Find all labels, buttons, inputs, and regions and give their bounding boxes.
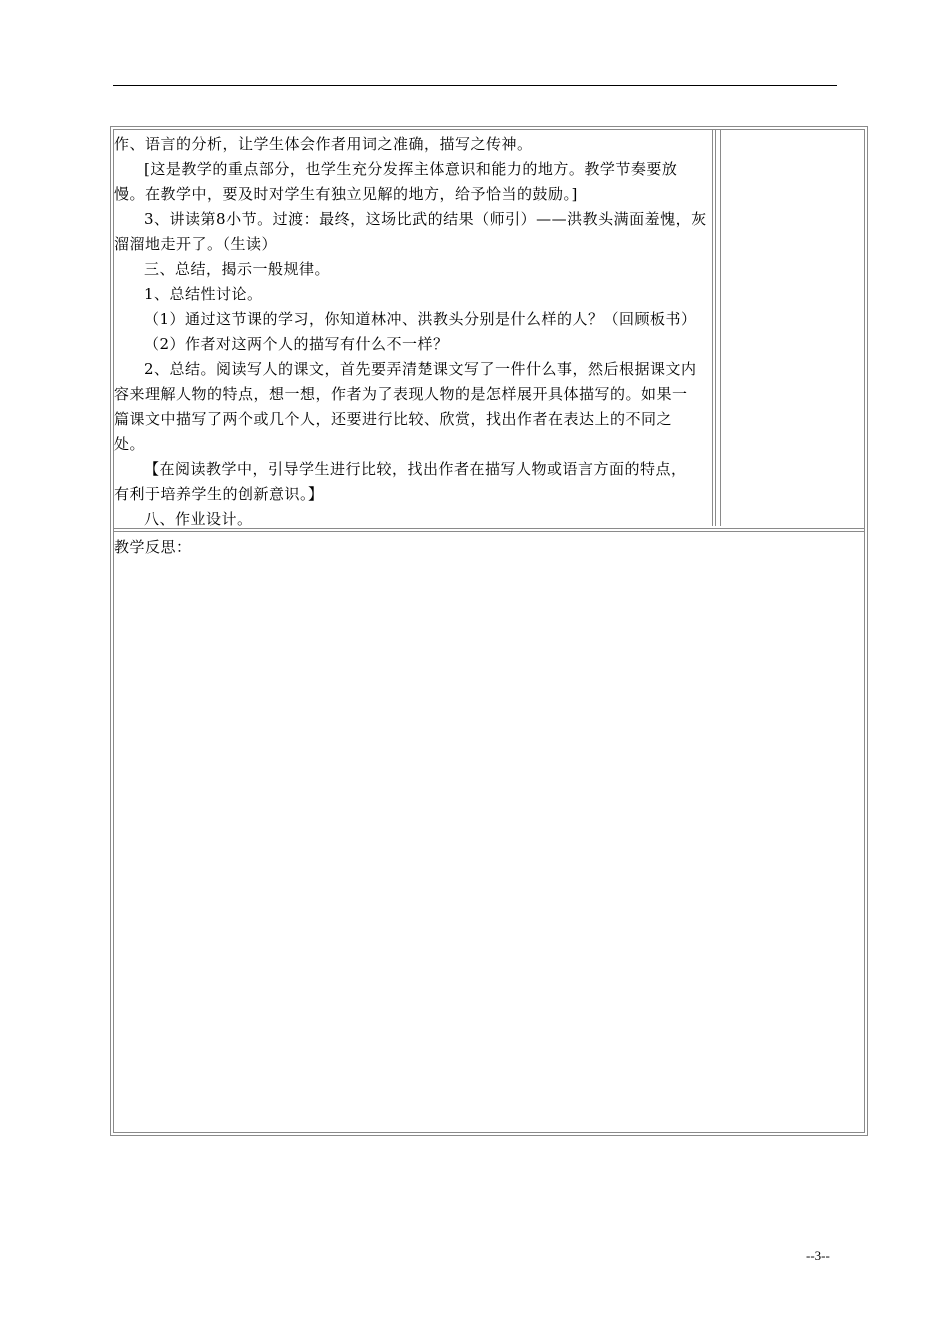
lesson-line: 1、总结性讨论。 <box>144 285 263 303</box>
table-inner-border <box>113 129 865 1133</box>
lesson-line: 【在阅读教学中，引导学生进行比较，找出作者在描写人物或语言方面的特点， <box>144 460 687 478</box>
notes-cell <box>720 130 864 526</box>
page-number: --3-- <box>806 1248 830 1263</box>
lesson-content-row <box>114 130 864 528</box>
lesson-line: （2）作者对这两个人的描写有什么不一样？ <box>144 335 449 353</box>
header-rule <box>113 85 837 86</box>
reflection-label: 教学反思： <box>114 538 192 556</box>
lesson-line: （1）通过这节课的学习，你知道林冲、洪教头分别是什么样的人？（回顾板书） <box>144 310 697 328</box>
lesson-line: [这是教学的重点部分，也学生充分发挥主体意识和能力的地方。教学节奏要放 <box>144 160 678 178</box>
lesson-line: 慢。在教学中，要及时对学生有独立见解的地方，给予恰当的鼓励。] <box>114 185 578 203</box>
lesson-line: 八、作业设计。 <box>144 510 253 528</box>
lesson-line: 处。 <box>114 435 146 453</box>
lesson-content-cell <box>114 130 716 526</box>
lesson-text <box>114 132 717 532</box>
lesson-line: 容来理解人物的特点，想一想，作者为了表现人物的是怎样展开具体描写的。如果一 <box>114 385 688 403</box>
lesson-line: 篇课文中描写了两个或几个人，还要进行比较、欣赏，找出作者在表达上的不同之 <box>114 410 673 428</box>
lesson-line: 3、讲读第8小节。过渡：最终，这场比武的结果（师引）——洪教头满面羞愧，灰 <box>144 210 707 228</box>
lesson-line: 溜溜地走开了。（生读） <box>114 235 278 253</box>
lesson-line: 作、语言的分析，让学生体会作者用词之准确，描写之传神。 <box>114 135 533 153</box>
lesson-plan-table <box>110 126 868 1136</box>
row-divider <box>114 528 864 532</box>
lesson-line: 有利于培养学生的创新意识。】 <box>114 485 324 503</box>
lesson-line: 2、总结。阅读写人的课文，首先要弄清楚课文写了一件什么事，然后根据课文内 <box>144 360 697 378</box>
lesson-line: 三、总结，揭示一般规律。 <box>144 260 331 278</box>
